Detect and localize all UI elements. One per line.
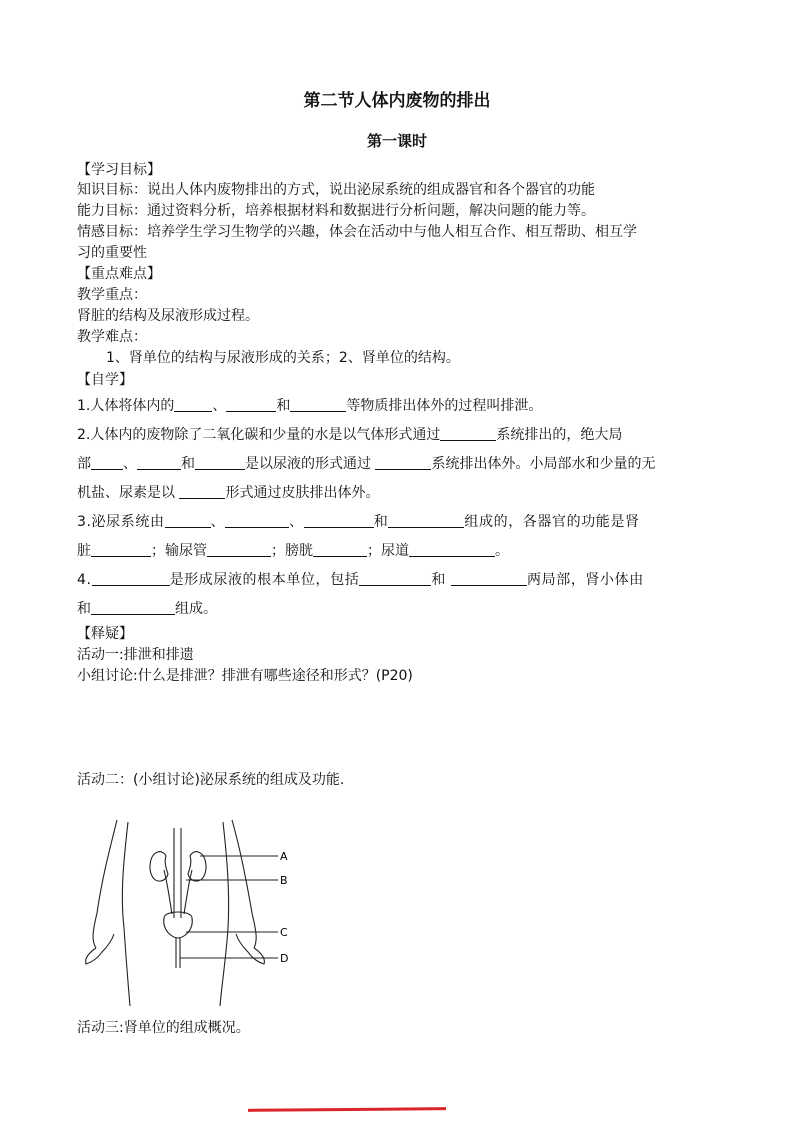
answer-blank[interactable]: [359, 569, 431, 586]
group-discussion: 小组讨论:什么是排泄？排泄有哪些途径和形式？(P20): [77, 668, 413, 684]
diagram-label-b: B: [280, 874, 288, 887]
right-ureter: [184, 870, 192, 914]
self-study-heading: 【自学】: [77, 372, 133, 388]
answer-blank[interactable]: [91, 598, 175, 615]
self-study-questions: [77, 392, 727, 624]
answer-blank[interactable]: [225, 511, 289, 528]
answer-blank[interactable]: [137, 453, 181, 470]
answer-blank[interactable]: [440, 424, 496, 441]
answer-blank[interactable]: [91, 540, 151, 557]
emotion-objective-line1: 情感目标：培养学生学习生物学的兴趣，体会在活动中与他人相互合作、相互帮助、相互学: [77, 224, 637, 240]
right-torso-outline: [220, 822, 229, 1006]
keypoints-heading: 【重点难点】: [77, 266, 161, 282]
page-subtitle: 第一课时: [366, 132, 427, 150]
difficulty-text: 1、肾单位的结构与尿液形成的关系；2、肾单位的结构。: [106, 350, 460, 366]
difficulty-label: 教学难点：: [77, 329, 147, 345]
left-arm-outline: [93, 820, 117, 948]
question-4-line2: 和 组成。: [77, 595, 727, 624]
question-2-line2: 部 、 和 是以尿液的形式通过 系统排出体外。小局部水和少量的无: [77, 450, 727, 479]
activity-3: 活动三:肾单位的组成概况。: [77, 1020, 250, 1036]
urethra: [176, 938, 180, 968]
diagram-label-d: D: [280, 952, 289, 965]
question-3-line1: 3.泌尿系统由 、 、 和 组成的，各器官的功能是肾: [77, 508, 727, 537]
answer-blank[interactable]: [91, 453, 123, 470]
emotion-objective-line2: 习的重要性: [77, 245, 147, 261]
answer-blank[interactable]: [388, 511, 464, 528]
answer-blank[interactable]: [451, 569, 527, 586]
objectives-heading: 【学习目标】: [77, 162, 161, 178]
answer-blank[interactable]: [409, 540, 495, 557]
left-hand-outline: [86, 934, 114, 964]
activity-2: 活动二：(小组讨论)泌尿系统的组成及功能.: [77, 772, 345, 788]
answer-blank[interactable]: [226, 395, 276, 412]
answer-blank[interactable]: [195, 453, 245, 470]
explain-heading: 【释疑】: [77, 626, 133, 642]
question-2-line3: 机盐、尿素是以 形式通过皮肤排出体外。: [77, 479, 727, 508]
urinary-system-diagram: [80, 818, 300, 1008]
answer-blank[interactable]: [313, 540, 367, 557]
right-arm-outline: [232, 820, 256, 948]
bladder: [164, 912, 193, 938]
knowledge-objective: 知识目标：说出人体内废物排出的方式，说出泌尿系统的组成器官和各个器官的功能: [77, 182, 595, 198]
right-hand-outline: [236, 934, 264, 964]
aorta-vena-cava: [174, 828, 181, 918]
diagram-label-a: A: [280, 850, 288, 863]
answer-blank[interactable]: [165, 511, 211, 528]
question-2-line1: 2.人体内的废物除了二氧化碳和少量的水是以气体形式通过 系统排出的，绝大局: [77, 421, 727, 450]
red-underline-mark: [248, 1107, 446, 1112]
answer-blank[interactable]: [290, 395, 346, 412]
question-1: 1.人体将体内的 、 和 等物质排出体外的过程叫排泄。: [77, 392, 727, 421]
diagram-label-c: C: [280, 926, 288, 939]
answer-blank[interactable]: [207, 540, 271, 557]
left-ureter: [164, 870, 172, 914]
focus-label: 教学重点：: [77, 287, 147, 303]
focus-text: 肾脏的结构及尿液形成过程。: [77, 308, 259, 324]
question-4-line1: 4. 是形成尿液的根本单位，包括 和 两局部，肾小体由: [77, 566, 727, 595]
answer-blank[interactable]: [304, 511, 374, 528]
page-title: 第二节人体内废物的排出: [303, 91, 491, 111]
answer-blank[interactable]: [375, 453, 431, 470]
answer-blank[interactable]: [179, 482, 225, 499]
answer-blank[interactable]: [92, 569, 170, 586]
left-torso-outline: [122, 822, 130, 1006]
question-3-line2: 脏 ；输尿管 ；膀胱 ；尿道 。: [77, 537, 727, 566]
answer-blank[interactable]: [174, 395, 212, 412]
ability-objective: 能力目标：通过资料分析，培养根据材料和数据进行分析问题，解决问题的能力等。: [77, 203, 595, 219]
activity-1: 活动一:排泄和排遗: [77, 647, 194, 663]
